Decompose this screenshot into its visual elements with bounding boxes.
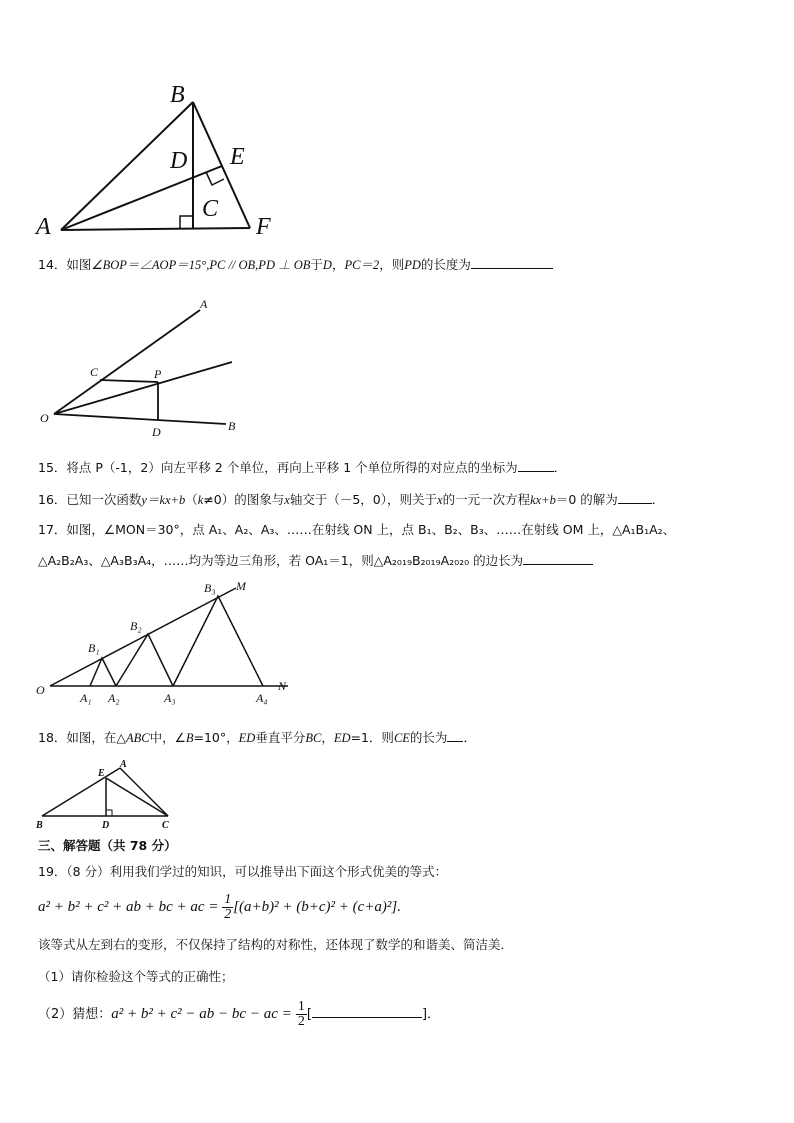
label-a4: A₄ (256, 691, 268, 705)
math-expression: PC＝2 (344, 258, 380, 272)
label-o: O (36, 683, 45, 697)
triangle-3 (173, 596, 263, 686)
label-d: D (152, 425, 161, 439)
answer-blank[interactable] (447, 729, 463, 742)
segment-ba (42, 768, 120, 816)
math-expression: B (185, 731, 194, 745)
label-b2: B₂ (130, 619, 142, 633)
question-19-intro (38, 864, 447, 880)
question-text: 16．已知一次函数 (38, 492, 142, 507)
question-16: 16．已知一次函数y＝kx+b（k≠0）的图象与x轴交于（－5，0），则关于x的一元一次方程kx+b＝0 的解为 ． (38, 492, 665, 507)
question-text: 15．将点 P（-1，2）向左平移 2 个单位，再向上平移 1 个单位所得的对应点的坐标为 (38, 460, 518, 475)
math-expression: kx+b (530, 493, 556, 507)
segment-ae (61, 166, 222, 230)
question-text: 的长度为 (420, 257, 471, 272)
fraction-numerator: 1 (224, 892, 232, 907)
label-b1: B₁ (88, 641, 100, 655)
math-expression: ED (238, 731, 256, 745)
question-19-part-2 (38, 1000, 440, 1029)
label-n: N (278, 679, 287, 693)
figure-angle-aob (36, 292, 256, 442)
question-number: 14． (38, 257, 67, 272)
question-17-line-1 (38, 522, 675, 538)
figure-equilateral-chain (34, 578, 304, 708)
segment-ec (106, 778, 168, 816)
label-c: C (202, 196, 219, 222)
fraction-half (296, 1000, 307, 1029)
label-d: D (170, 148, 188, 174)
fraction-denominator: 2 (297, 1014, 305, 1029)
question-text: 的一元一次方程 (442, 492, 531, 507)
label-c: C (90, 365, 99, 379)
right-angle-mark-c (180, 216, 193, 229)
label-b: B (228, 419, 236, 433)
question-text: 该等式从左到右的变形，不仅保持了结构的对称性，还体现了数学的和谐美、简洁美． (38, 937, 514, 952)
question-text: =10°， (193, 730, 239, 745)
question-18: 18．如图，在△ABC中，∠B=10°，ED垂直平分BC，ED=1．则CE的长为 ． (38, 730, 476, 745)
math-expression: BC (305, 731, 322, 745)
label-b: B (170, 82, 185, 108)
label-b3: B₃ (204, 581, 216, 595)
question-text: 中，∠ (149, 730, 186, 745)
bracket-open: [ (306, 1007, 312, 1022)
question-text: 18．如图，在△ (38, 730, 127, 745)
answer-blank[interactable] (523, 552, 593, 565)
figure-triangle-abc (34, 756, 184, 832)
segment-af (61, 228, 250, 230)
right-angle-mark-d (106, 810, 112, 816)
question-text: （2）猜想： (38, 1007, 112, 1022)
label-o: O (40, 411, 49, 425)
label-a: A (200, 297, 208, 311)
question-text: （ (185, 492, 198, 507)
question-text: 17．如图，∠MON＝30°，点 A₁、A₂、A₃、……在射线 ON 上，点 B₁、B₂、B₃、……在射线 OM 上，△A₁B₁A₂、 (38, 522, 676, 537)
question-19-desc (38, 937, 513, 953)
math-expression: x (437, 493, 443, 507)
question-text: 垂直平分 (255, 730, 306, 745)
equation-identity (38, 893, 401, 922)
label-a2: A₂ (108, 691, 120, 705)
math-expression: k (197, 493, 204, 507)
question-17-line-2 (38, 552, 593, 569)
answer-blank[interactable] (471, 256, 553, 269)
segment-cp (100, 380, 158, 382)
question-19-part-1 (38, 969, 233, 985)
question-text: ， (331, 257, 345, 272)
question-14 (38, 256, 553, 273)
math-expression: ∠BOP＝∠AOP＝15°,PC // OB,PD ⊥ OB (91, 258, 311, 272)
label-f: F (256, 214, 271, 240)
answer-blank[interactable] (518, 459, 554, 472)
math-expression: ABC (126, 731, 150, 745)
label-b: B (36, 820, 43, 831)
fraction-half (222, 893, 233, 922)
question-text: △A₂B₂A₃、△A₃B₃A₄，……均为等边三角形，若 OA₁＝1，则△A₂₀₁₉B₂₀₁₉A₂₀₂₀ 的边长为 (38, 553, 524, 568)
question-text: ≠0）的图象与 (203, 492, 285, 507)
ray-oa (54, 310, 200, 414)
label-a: A (120, 759, 127, 770)
answer-blank[interactable] (312, 1005, 422, 1018)
math-expression: CE (393, 731, 410, 745)
right-angle-mark-e (206, 172, 224, 185)
question-text: 的长为 (409, 730, 448, 745)
math-expression: y＝kx+b (141, 493, 186, 507)
label-e: E (230, 144, 245, 170)
label-p: P (154, 367, 162, 381)
ray-ob (54, 414, 226, 424)
ray-op (54, 362, 232, 414)
segment-ac (120, 768, 168, 816)
label-e: E (98, 768, 105, 779)
triangle-2 (116, 634, 173, 686)
question-text: 如图 (66, 257, 92, 272)
question-text: 于 (310, 257, 323, 272)
bracket-close: ]． (421, 1007, 441, 1022)
math-expression: PD (404, 258, 421, 272)
label-d: D (102, 820, 110, 831)
question-text: （1）请你检验这个等式的正确性； (38, 969, 234, 984)
question-text: =1．则 (350, 730, 394, 745)
question-text: ＝0 的解为 (555, 492, 618, 507)
question-15: 15．将点 P（-1，2）向左平移 2 个单位，再向上平移 1 个单位所得的对应点的坐标为 ． (38, 460, 567, 475)
question-text: ，则 (379, 257, 405, 272)
math-expression: D (322, 258, 332, 272)
ray-om (50, 588, 236, 686)
label-m: M (236, 579, 246, 593)
label-c: C (162, 820, 169, 831)
math-expression: x (284, 493, 290, 507)
fraction-denominator: 2 (224, 907, 232, 922)
figure-triangle-abf (30, 78, 290, 243)
answer-blank[interactable] (618, 491, 652, 504)
section-heading: 三、解答题（共 78 分） (38, 838, 177, 853)
fraction-numerator: 1 (297, 999, 305, 1014)
label-a: A (36, 214, 51, 240)
question-text: 轴交于（－5，0），则关于 (289, 492, 437, 507)
equation-left: a² + b² + c² + ab + bc + ac = (38, 898, 219, 915)
question-text: 19．（8 分）利用我们学过的知识，可以推导出下面这个形式优美的等式： (38, 864, 448, 879)
equation-left: a² + b² + c² − ab − bc − ac = (111, 1006, 292, 1022)
label-a1: A₁ (80, 691, 92, 705)
math-expression: ED (333, 731, 351, 745)
label-a3: A₃ (164, 691, 176, 705)
question-text: ， (321, 730, 334, 745)
equation-right: [(a+b)² + (b+c)² + (c+a)²]. (233, 898, 402, 915)
